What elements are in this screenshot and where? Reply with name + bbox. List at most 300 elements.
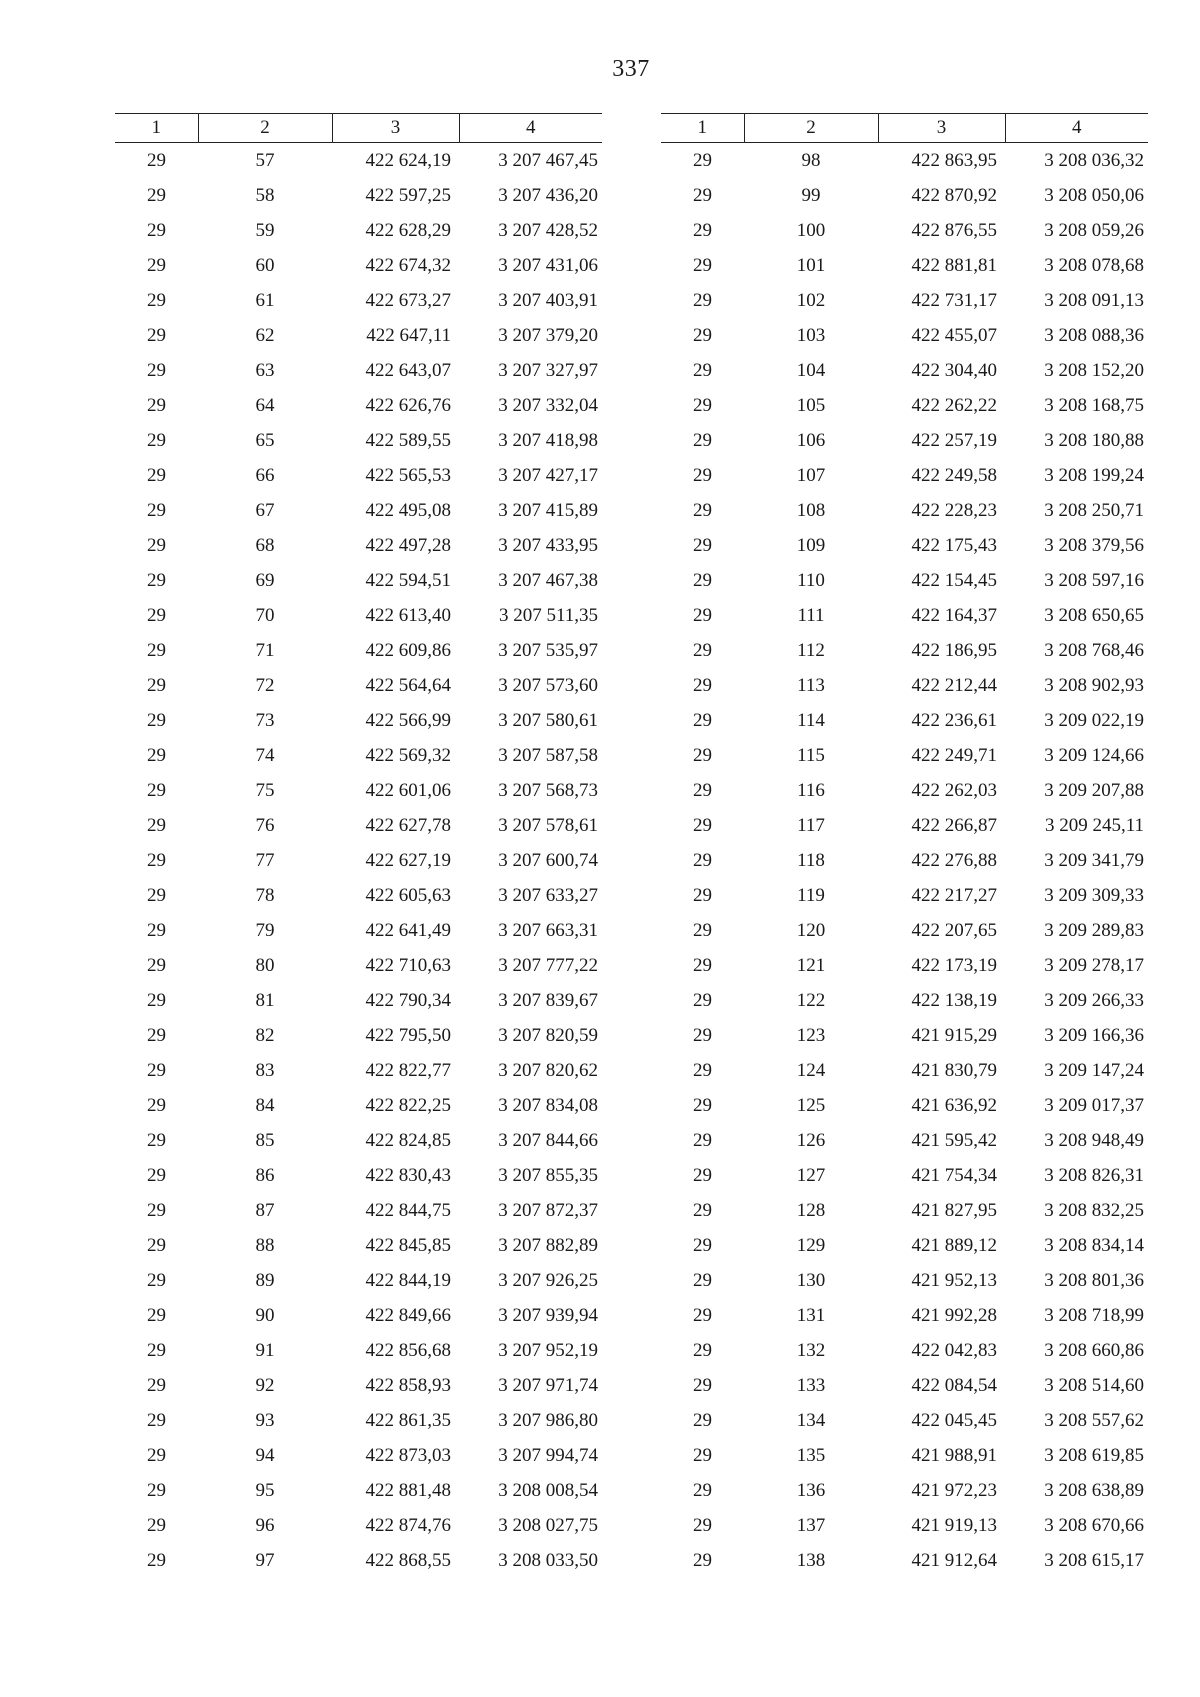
region-number-cell: 29 <box>147 1304 166 1326</box>
point-number-cell: 113 <box>797 674 825 696</box>
y-coordinate-cell: 3 208 250,71 <box>1044 499 1144 521</box>
x-coordinate-cell: 422 175,43 <box>911 534 997 556</box>
region-number-cell: 29 <box>693 289 712 311</box>
y-coordinate-cell: 3 208 832,25 <box>1044 1199 1144 1221</box>
region-number-cell: 29 <box>693 534 712 556</box>
point-number-cell: 137 <box>796 1514 826 1536</box>
x-coordinate-cell: 422 856,68 <box>365 1339 451 1361</box>
table-row <box>115 178 602 213</box>
region-number-cell: 29 <box>147 1479 166 1501</box>
y-coordinate-cell: 3 207 839,67 <box>498 989 598 1011</box>
table-row <box>115 1088 602 1123</box>
region-number-cell: 29 <box>147 219 166 241</box>
y-coordinate-cell: 3 209 245,11 <box>1044 814 1144 836</box>
region-number-cell: 29 <box>147 884 166 906</box>
table-row <box>661 1473 1148 1508</box>
column-header-3: 3 <box>332 114 459 143</box>
point-number-cell: 64 <box>255 394 275 416</box>
table-row <box>115 983 602 1018</box>
y-coordinate-cell: 3 209 266,33 <box>1044 989 1144 1011</box>
table-row <box>661 388 1148 423</box>
x-coordinate-cell: 422 084,54 <box>911 1374 997 1396</box>
y-coordinate-cell: 3 207 415,89 <box>498 499 598 521</box>
x-coordinate-cell: 422 876,55 <box>911 219 997 241</box>
x-coordinate-cell: 422 249,71 <box>911 744 997 766</box>
region-number-cell: 29 <box>147 919 166 941</box>
point-number-cell: 136 <box>796 1479 826 1501</box>
y-coordinate-cell: 3 208 826,31 <box>1044 1164 1144 1186</box>
point-number-cell: 80 <box>255 954 275 976</box>
y-coordinate-cell: 3 207 511,35 <box>498 604 598 626</box>
region-number-cell: 29 <box>147 254 166 276</box>
y-coordinate-cell: 3 207 834,08 <box>498 1094 598 1116</box>
x-coordinate-cell: 422 262,22 <box>911 394 997 416</box>
region-number-cell: 29 <box>693 219 712 241</box>
x-coordinate-cell: 422 609,86 <box>365 639 451 661</box>
y-coordinate-cell: 3 207 431,06 <box>498 254 598 276</box>
x-coordinate-cell: 422 597,25 <box>365 184 451 206</box>
point-number-cell: 115 <box>797 744 825 766</box>
point-number-cell: 119 <box>797 884 825 906</box>
region-number-cell: 29 <box>147 954 166 976</box>
y-coordinate-cell: 3 208 008,54 <box>498 1479 598 1501</box>
region-number-cell: 29 <box>693 1479 712 1501</box>
region-number-cell: 29 <box>693 394 712 416</box>
table-row <box>115 948 602 983</box>
y-coordinate-cell: 3 207 777,22 <box>498 954 598 976</box>
table-row <box>661 598 1148 633</box>
column-header-1: 1 <box>115 114 198 143</box>
x-coordinate-cell: 421 915,29 <box>911 1024 997 1046</box>
table-row <box>661 1193 1148 1228</box>
point-number-cell: 91 <box>255 1339 275 1361</box>
x-coordinate-cell: 422 569,32 <box>365 744 451 766</box>
point-number-cell: 110 <box>797 569 825 591</box>
x-coordinate-cell: 421 827,95 <box>911 1199 997 1221</box>
y-coordinate-cell: 3 207 433,95 <box>498 534 598 556</box>
x-coordinate-cell: 422 844,75 <box>365 1199 451 1221</box>
x-coordinate-cell: 422 605,63 <box>365 884 451 906</box>
y-coordinate-cell: 3 208 615,17 <box>1044 1549 1144 1571</box>
point-number-cell: 66 <box>255 464 275 486</box>
point-number-cell: 89 <box>255 1269 275 1291</box>
table-row <box>115 248 602 283</box>
table-row <box>115 878 602 913</box>
x-coordinate-cell: 421 889,12 <box>911 1234 997 1256</box>
y-coordinate-cell: 3 208 670,66 <box>1044 1514 1144 1536</box>
coordinates-table-left <box>115 113 602 1578</box>
table-row <box>661 1123 1148 1158</box>
y-coordinate-cell: 3 208 152,20 <box>1044 359 1144 381</box>
x-coordinate-cell: 422 138,19 <box>911 989 997 1011</box>
column-header-2: 2 <box>744 114 878 143</box>
region-number-cell: 29 <box>147 674 166 696</box>
y-coordinate-cell: 3 208 902,93 <box>1044 674 1144 696</box>
x-coordinate-cell: 422 594,51 <box>365 569 451 591</box>
point-number-cell: 92 <box>255 1374 275 1396</box>
region-number-cell: 29 <box>147 359 166 381</box>
point-number-cell: 112 <box>797 639 825 661</box>
point-number-cell: 77 <box>255 849 275 871</box>
x-coordinate-cell: 422 042,83 <box>911 1339 997 1361</box>
table-row <box>115 1053 602 1088</box>
table-row <box>115 1263 602 1298</box>
region-number-cell: 29 <box>693 1339 712 1361</box>
table-row <box>115 913 602 948</box>
y-coordinate-cell: 3 207 467,38 <box>498 569 598 591</box>
region-number-cell: 29 <box>693 1514 712 1536</box>
region-number-cell: 29 <box>693 1059 712 1081</box>
region-number-cell: 29 <box>693 1234 712 1256</box>
region-number-cell: 29 <box>147 779 166 801</box>
x-coordinate-cell: 422 455,07 <box>911 324 997 346</box>
region-number-cell: 29 <box>147 1234 166 1256</box>
x-coordinate-cell: 421 952,13 <box>911 1269 997 1291</box>
table-row <box>115 808 602 843</box>
y-coordinate-cell: 3 208 638,89 <box>1044 1479 1144 1501</box>
table-row <box>115 1298 602 1333</box>
point-number-cell: 78 <box>255 884 275 906</box>
region-number-cell: 29 <box>693 989 712 1011</box>
y-coordinate-cell: 3 208 557,62 <box>1044 1409 1144 1431</box>
x-coordinate-cell: 422 731,17 <box>911 289 997 311</box>
y-coordinate-cell: 3 207 844,66 <box>498 1129 598 1151</box>
point-number-cell: 67 <box>255 499 275 521</box>
x-coordinate-cell: 422 276,88 <box>911 849 997 871</box>
point-number-cell: 127 <box>796 1164 826 1186</box>
x-coordinate-cell: 422 257,19 <box>911 429 997 451</box>
table-row <box>661 353 1148 388</box>
region-number-cell: 29 <box>693 639 712 661</box>
region-number-cell: 29 <box>147 429 166 451</box>
x-coordinate-cell: 422 870,92 <box>911 184 997 206</box>
y-coordinate-cell: 3 207 663,31 <box>498 919 598 941</box>
x-coordinate-cell: 422 830,43 <box>365 1164 451 1186</box>
point-number-cell: 72 <box>255 674 275 696</box>
point-number-cell: 79 <box>255 919 275 941</box>
table-row <box>115 213 602 248</box>
region-number-cell: 29 <box>693 849 712 871</box>
region-number-cell: 29 <box>693 324 712 346</box>
region-number-cell: 29 <box>693 149 712 171</box>
y-coordinate-cell: 3 208 650,65 <box>1044 604 1144 626</box>
x-coordinate-cell: 422 228,23 <box>911 499 997 521</box>
y-coordinate-cell: 3 208 597,16 <box>1044 569 1144 591</box>
point-number-cell: 59 <box>255 219 275 241</box>
y-coordinate-cell: 3 207 428,52 <box>498 219 598 241</box>
region-number-cell: 29 <box>147 394 166 416</box>
table-row <box>115 423 602 458</box>
point-number-cell: 135 <box>796 1444 826 1466</box>
table-row <box>661 1053 1148 1088</box>
x-coordinate-cell: 422 628,29 <box>365 219 451 241</box>
y-coordinate-cell: 3 208 199,24 <box>1044 464 1144 486</box>
x-coordinate-cell: 422 173,19 <box>911 954 997 976</box>
x-coordinate-cell: 421 636,92 <box>911 1094 997 1116</box>
y-coordinate-cell: 3 208 948,49 <box>1044 1129 1144 1151</box>
y-coordinate-cell: 3 209 017,37 <box>1044 1094 1144 1116</box>
x-coordinate-cell: 422 849,66 <box>365 1304 451 1326</box>
point-number-cell: 85 <box>255 1129 275 1151</box>
point-number-cell: 97 <box>255 1549 275 1571</box>
region-number-cell: 29 <box>693 1199 712 1221</box>
point-number-cell: 121 <box>796 954 826 976</box>
y-coordinate-cell: 3 208 036,32 <box>1044 149 1144 171</box>
y-coordinate-cell: 3 209 147,24 <box>1044 1059 1144 1081</box>
table-row <box>661 213 1148 248</box>
region-number-cell: 29 <box>693 779 712 801</box>
table-row <box>661 528 1148 563</box>
x-coordinate-cell: 422 641,49 <box>365 919 451 941</box>
region-number-cell: 29 <box>693 1304 712 1326</box>
point-number-cell: 103 <box>796 324 826 346</box>
y-coordinate-cell: 3 207 327,97 <box>498 359 598 381</box>
table-row <box>115 598 602 633</box>
point-number-cell: 68 <box>255 534 275 556</box>
x-coordinate-cell: 421 972,23 <box>911 1479 997 1501</box>
y-coordinate-cell: 3 207 580,61 <box>498 709 598 731</box>
y-coordinate-cell: 3 207 587,58 <box>498 744 598 766</box>
x-coordinate-cell: 422 613,40 <box>365 604 451 626</box>
y-coordinate-cell: 3 207 332,04 <box>498 394 598 416</box>
table-row <box>115 1473 602 1508</box>
table-row <box>661 1158 1148 1193</box>
point-number-cell: 95 <box>255 1479 275 1501</box>
x-coordinate-cell: 422 858,93 <box>365 1374 451 1396</box>
region-number-cell: 29 <box>147 1199 166 1221</box>
y-coordinate-cell: 3 207 986,80 <box>498 1409 598 1431</box>
table-header-row <box>115 114 602 143</box>
y-coordinate-cell: 3 207 578,61 <box>498 814 598 836</box>
y-coordinate-cell: 3 207 855,35 <box>498 1164 598 1186</box>
point-number-cell: 138 <box>796 1549 826 1571</box>
point-number-cell: 87 <box>255 1199 275 1221</box>
table-row <box>661 1368 1148 1403</box>
table-row <box>115 563 602 598</box>
region-number-cell: 29 <box>147 1129 166 1151</box>
y-coordinate-cell: 3 208 027,75 <box>498 1514 598 1536</box>
y-coordinate-cell: 3 207 633,27 <box>498 884 598 906</box>
y-coordinate-cell: 3 207 379,20 <box>498 324 598 346</box>
point-number-cell: 65 <box>255 429 275 451</box>
point-number-cell: 129 <box>796 1234 826 1256</box>
y-coordinate-cell: 3 207 820,62 <box>498 1059 598 1081</box>
point-number-cell: 111 <box>797 604 825 626</box>
point-number-cell: 106 <box>796 429 826 451</box>
y-coordinate-cell: 3 207 403,91 <box>498 289 598 311</box>
y-coordinate-cell: 3 207 820,59 <box>498 1024 598 1046</box>
x-coordinate-cell: 422 626,76 <box>365 394 451 416</box>
y-coordinate-cell: 3 209 022,19 <box>1044 709 1144 731</box>
table-row <box>661 1508 1148 1543</box>
region-number-cell: 29 <box>693 814 712 836</box>
x-coordinate-cell: 422 217,27 <box>911 884 997 906</box>
point-number-cell: 118 <box>797 849 825 871</box>
y-coordinate-cell: 3 209 278,17 <box>1044 954 1144 976</box>
table-row <box>661 143 1148 179</box>
table-row <box>661 1228 1148 1263</box>
region-number-cell: 29 <box>147 569 166 591</box>
region-number-cell: 29 <box>693 499 712 521</box>
table-row <box>115 773 602 808</box>
region-number-cell: 29 <box>147 1094 166 1116</box>
point-number-cell: 74 <box>255 744 275 766</box>
table-row <box>661 983 1148 1018</box>
point-number-cell: 81 <box>255 989 275 1011</box>
x-coordinate-cell: 422 589,55 <box>365 429 451 451</box>
point-number-cell: 116 <box>797 779 825 801</box>
table-row <box>115 1333 602 1368</box>
point-number-cell: 60 <box>255 254 275 276</box>
table-row <box>661 633 1148 668</box>
point-number-cell: 117 <box>797 814 825 836</box>
region-number-cell: 29 <box>147 604 166 626</box>
point-number-cell: 90 <box>255 1304 275 1326</box>
region-number-cell: 29 <box>147 989 166 1011</box>
region-number-cell: 29 <box>693 429 712 451</box>
region-number-cell: 29 <box>147 1549 166 1571</box>
column-header-4: 4 <box>1005 114 1148 143</box>
region-number-cell: 29 <box>693 1129 712 1151</box>
x-coordinate-cell: 422 868,55 <box>365 1549 451 1571</box>
region-number-cell: 29 <box>147 464 166 486</box>
region-number-cell: 29 <box>693 464 712 486</box>
table-row <box>661 458 1148 493</box>
region-number-cell: 29 <box>147 709 166 731</box>
x-coordinate-cell: 421 919,13 <box>911 1514 997 1536</box>
x-coordinate-cell: 422 674,32 <box>365 254 451 276</box>
y-coordinate-cell: 3 207 600,74 <box>498 849 598 871</box>
table-row <box>661 948 1148 983</box>
point-number-cell: 71 <box>255 639 275 661</box>
table-row <box>661 913 1148 948</box>
table-row <box>661 318 1148 353</box>
point-number-cell: 73 <box>255 709 275 731</box>
column-header-4: 4 <box>459 114 602 143</box>
region-number-cell: 29 <box>693 1024 712 1046</box>
x-coordinate-cell: 422 822,25 <box>365 1094 451 1116</box>
table-row <box>661 248 1148 283</box>
y-coordinate-cell: 3 207 436,20 <box>498 184 598 206</box>
x-coordinate-cell: 422 845,85 <box>365 1234 451 1256</box>
region-number-cell: 29 <box>147 1024 166 1046</box>
y-coordinate-cell: 3 208 180,88 <box>1044 429 1144 451</box>
region-number-cell: 29 <box>147 1269 166 1291</box>
table-row <box>115 668 602 703</box>
table-row <box>115 1123 602 1158</box>
x-coordinate-cell: 422 643,07 <box>365 359 451 381</box>
point-number-cell: 120 <box>796 919 826 941</box>
point-number-cell: 107 <box>796 464 826 486</box>
y-coordinate-cell: 3 208 033,50 <box>498 1549 598 1571</box>
y-coordinate-cell: 3 208 834,14 <box>1044 1234 1144 1256</box>
y-coordinate-cell: 3 208 091,13 <box>1044 289 1144 311</box>
y-coordinate-cell: 3 209 166,36 <box>1044 1024 1144 1046</box>
y-coordinate-cell: 3 207 994,74 <box>498 1444 598 1466</box>
y-coordinate-cell: 3 208 801,36 <box>1044 1269 1144 1291</box>
x-coordinate-cell: 422 627,78 <box>365 814 451 836</box>
point-number-cell: 132 <box>796 1339 826 1361</box>
x-coordinate-cell: 422 207,65 <box>911 919 997 941</box>
y-coordinate-cell: 3 207 971,74 <box>498 1374 598 1396</box>
table-row <box>661 703 1148 738</box>
x-coordinate-cell: 421 912,64 <box>911 1549 997 1571</box>
table-row <box>661 1018 1148 1053</box>
x-coordinate-cell: 422 186,95 <box>911 639 997 661</box>
y-coordinate-cell: 3 207 573,60 <box>498 674 598 696</box>
region-number-cell: 29 <box>693 1269 712 1291</box>
table-row <box>661 808 1148 843</box>
y-coordinate-cell: 3 208 718,99 <box>1044 1304 1144 1326</box>
table-row <box>115 1403 602 1438</box>
point-number-cell: 128 <box>796 1199 826 1221</box>
x-coordinate-cell: 422 861,35 <box>365 1409 451 1431</box>
point-number-cell: 88 <box>255 1234 275 1256</box>
x-coordinate-cell: 422 566,99 <box>365 709 451 731</box>
table-row <box>115 1228 602 1263</box>
y-coordinate-cell: 3 207 882,89 <box>498 1234 598 1256</box>
point-number-cell: 84 <box>255 1094 275 1116</box>
region-number-cell: 29 <box>147 1409 166 1431</box>
region-number-cell: 29 <box>693 1094 712 1116</box>
y-coordinate-cell: 3 207 939,94 <box>498 1304 598 1326</box>
y-coordinate-cell: 3 207 872,37 <box>498 1199 598 1221</box>
x-coordinate-cell: 422 881,48 <box>365 1479 451 1501</box>
point-number-cell: 98 <box>801 149 821 171</box>
table-row <box>661 1438 1148 1473</box>
region-number-cell: 29 <box>693 254 712 276</box>
point-number-cell: 122 <box>796 989 826 1011</box>
x-coordinate-cell: 422 624,19 <box>365 149 451 171</box>
y-coordinate-cell: 3 209 207,88 <box>1044 779 1144 801</box>
x-coordinate-cell: 422 795,50 <box>365 1024 451 1046</box>
table-row <box>115 528 602 563</box>
region-number-cell: 29 <box>693 1164 712 1186</box>
y-coordinate-cell: 3 208 514,60 <box>1044 1374 1144 1396</box>
region-number-cell: 29 <box>147 289 166 311</box>
x-coordinate-cell: 422 497,28 <box>365 534 451 556</box>
y-coordinate-cell: 3 208 619,85 <box>1044 1444 1144 1466</box>
x-coordinate-cell: 422 601,06 <box>365 779 451 801</box>
x-coordinate-cell: 421 988,91 <box>911 1444 997 1466</box>
x-coordinate-cell: 422 249,58 <box>911 464 997 486</box>
table-row <box>661 1263 1148 1298</box>
region-number-cell: 29 <box>147 814 166 836</box>
y-coordinate-cell: 3 207 418,98 <box>498 429 598 451</box>
table-row <box>115 493 602 528</box>
column-header-2: 2 <box>198 114 332 143</box>
region-number-cell: 29 <box>693 744 712 766</box>
y-coordinate-cell: 3 207 427,17 <box>498 464 598 486</box>
point-number-cell: 100 <box>796 219 826 241</box>
y-coordinate-cell: 3 209 341,79 <box>1044 849 1144 871</box>
table-row <box>115 703 602 738</box>
point-number-cell: 76 <box>255 814 275 836</box>
region-number-cell: 29 <box>693 919 712 941</box>
table-row <box>661 878 1148 913</box>
x-coordinate-cell: 422 262,03 <box>911 779 997 801</box>
x-coordinate-cell: 422 154,45 <box>911 569 997 591</box>
x-coordinate-cell: 422 045,45 <box>911 1409 997 1431</box>
column-header-1: 1 <box>661 114 744 143</box>
y-coordinate-cell: 3 208 768,46 <box>1044 639 1144 661</box>
table-row <box>115 388 602 423</box>
x-coordinate-cell: 422 822,77 <box>365 1059 451 1081</box>
point-number-cell: 114 <box>797 709 825 731</box>
region-number-cell: 29 <box>147 184 166 206</box>
region-number-cell: 29 <box>147 1444 166 1466</box>
y-coordinate-cell: 3 207 952,19 <box>498 1339 598 1361</box>
